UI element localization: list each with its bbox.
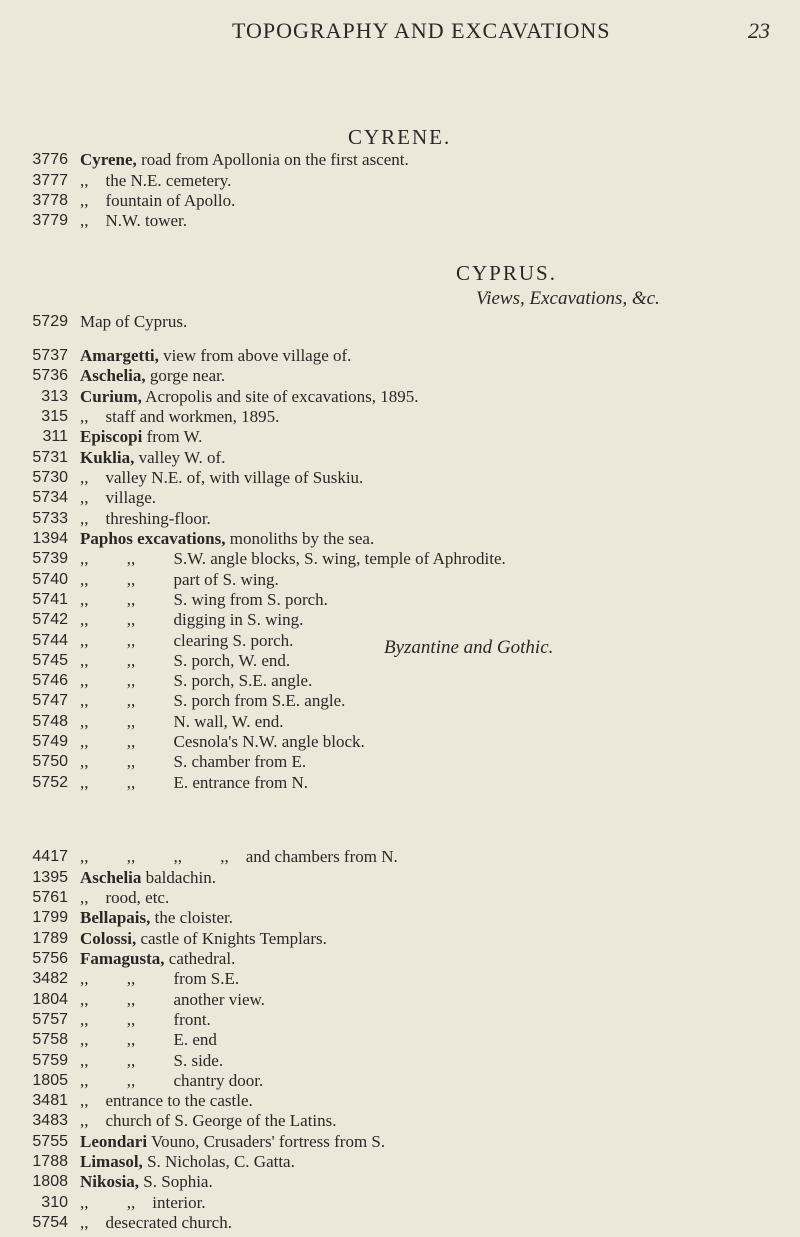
entry-description [80, 1111, 337, 1131]
entry-description [80, 651, 290, 671]
entry-description [80, 549, 506, 569]
entry-number: 3482 [32, 970, 68, 987]
entry-place: Leondari [80, 1132, 148, 1151]
entry-place: Cyrene, [80, 150, 137, 169]
entry-number: 4417 [32, 848, 68, 865]
entry-text: ,, ,, S.W. angle blocks, S. wing, temple of Aphrodite. [80, 549, 506, 568]
entry-text: ,, ,, from S.E. [80, 969, 240, 988]
entry-text: ,, rood, etc. [80, 888, 170, 907]
entry-description [80, 1132, 385, 1152]
entry-text: castle of Knights Templars. [136, 929, 327, 948]
entry-number: 3779 [32, 212, 68, 229]
entry-description [80, 448, 225, 468]
entry-description [80, 366, 225, 386]
entry-description [80, 691, 345, 711]
entry-text: ,, ,, S. porch, S.E. angle. [80, 671, 313, 690]
entry-number: 1808 [32, 1173, 68, 1190]
entry-text: ,, village. [80, 488, 157, 507]
subheading-views: Views, Excavations, &c. [476, 288, 660, 309]
entry-description [80, 868, 216, 888]
entry-description [80, 752, 306, 772]
entry-number: 5736 [32, 367, 68, 384]
entry-text: view from above village of. [158, 346, 352, 365]
entry-place: Nikosia, [80, 1172, 140, 1191]
entry-number: 3483 [32, 1112, 68, 1129]
entry-description [80, 211, 187, 231]
entry-place: Bellapais, [80, 908, 151, 927]
entry-number: 5757 [32, 1011, 68, 1028]
entry-text: ,, the N.E. cemetery. [80, 171, 232, 190]
entry-place: Paphos excavations, [80, 529, 226, 548]
entry-description [80, 191, 235, 211]
entry-text: ,, N.W. tower. [80, 211, 188, 230]
entry-description [80, 888, 169, 908]
entry-text: the cloister. [150, 908, 233, 927]
entry-description [80, 929, 327, 949]
entry-number: 3481 [32, 1092, 68, 1109]
entry-text: ,, ,, Cesnola's N.W. angle block. [80, 732, 365, 751]
entry-description [80, 1010, 211, 1030]
entry-text: ,, desecrated church. [80, 1213, 232, 1232]
entry-description [80, 1172, 213, 1192]
entry-description [80, 1071, 263, 1091]
entry-text: ,, ,, another view. [80, 990, 265, 1009]
entry-number: 1804 [32, 991, 68, 1008]
entry-place: Aschelia, [80, 366, 146, 385]
entry-number: 5755 [32, 1133, 68, 1150]
entry-description [80, 1213, 232, 1233]
entry-text: ,, ,, ,, ,, and chambers from N. [80, 847, 398, 866]
entry-text: ,, valley N.E. of, with village of Suskiu. [80, 468, 364, 487]
entry-text: Vouno, Crusaders' fortress from S. [147, 1132, 386, 1151]
entry-text: Acropolis and site of excavations, 1895. [141, 387, 419, 406]
entry-description [80, 732, 365, 752]
entry-number: 5744 [32, 632, 68, 649]
entry-number: 5750 [32, 753, 68, 770]
entry-description [80, 387, 419, 407]
entry-number: 5741 [32, 591, 68, 608]
entry-text: monoliths by the sea. [225, 529, 375, 548]
entry-description [80, 908, 233, 928]
subheading-byzantine: Byzantine and Gothic. [384, 637, 554, 658]
entry-text: gorge near. [145, 366, 226, 385]
entry-text: road from Apollonia on the first ascent. [136, 150, 409, 169]
entry-number: 313 [41, 388, 68, 405]
entry-number: 5739 [32, 550, 68, 567]
entry-description [80, 1193, 206, 1213]
entry-description [80, 949, 235, 969]
entry-text: Map of Cyprus. [80, 312, 188, 331]
entry-number: 1805 [32, 1072, 68, 1089]
entry-number: 5747 [32, 692, 68, 709]
entry-description [80, 1091, 253, 1111]
entry-description [80, 773, 308, 793]
entry-description [80, 346, 351, 366]
entry-description [80, 468, 363, 488]
entry-number: 310 [41, 1194, 68, 1211]
entry-number: 3776 [32, 151, 68, 168]
page-number: 23 [748, 18, 770, 43]
entry-text: ,, entrance to the castle. [80, 1091, 253, 1110]
entry-text: ,, ,, S. porch from S.E. angle. [80, 691, 346, 710]
entry-number: 5748 [32, 713, 68, 730]
entry-text: valley W. of. [134, 448, 226, 467]
entry-text: ,, ,, front. [80, 1010, 211, 1029]
section-heading-cyrene: CYRENE. [348, 125, 452, 149]
entry-place: Aschelia [80, 868, 142, 887]
entry-text: baldachin. [141, 868, 216, 887]
entry-place: Kuklia, [80, 448, 135, 467]
entry-number: 5731 [32, 449, 68, 466]
entry-number: 5749 [32, 733, 68, 750]
entry-number: 5754 [32, 1214, 68, 1231]
entry-text: ,, ,, E. entrance from N. [80, 773, 309, 792]
running-head: TOPOGRAPHY AND EXCAVATIONS [232, 18, 611, 43]
entry-text: ,, ,, interior. [80, 1193, 206, 1212]
entry-description [80, 969, 239, 989]
entry-number: 1789 [32, 930, 68, 947]
entry-number: 1788 [32, 1153, 68, 1170]
entry-description [80, 312, 187, 332]
entry-text: ,, threshing-floor. [80, 509, 211, 528]
entry-description [80, 171, 231, 191]
entry-text: cathedral. [164, 949, 236, 968]
entry-description [80, 610, 303, 630]
entry-description [80, 427, 202, 447]
entry-place: Amargetti, [80, 346, 159, 365]
entry-place: Colossi, [80, 929, 137, 948]
entry-text: S. Sophia. [139, 1172, 213, 1191]
entry-description [80, 570, 279, 590]
entry-description [80, 1030, 217, 1050]
entry-description [80, 529, 374, 549]
entry-number: 5729 [32, 313, 68, 330]
entry-text: S. Nicholas, C. Gatta. [142, 1152, 295, 1171]
entry-description [80, 847, 398, 867]
entry-description [80, 488, 156, 508]
entry-text: ,, ,, S. porch, W. end. [80, 651, 291, 670]
entry-place: Famagusta, [80, 949, 165, 968]
entry-description [80, 1152, 295, 1172]
entry-text: ,, fountain of Apollo. [80, 191, 236, 210]
entry-number: 5745 [32, 652, 68, 669]
entry-number: 5759 [32, 1052, 68, 1069]
entry-description [80, 990, 265, 1010]
entry-number: 5742 [32, 611, 68, 628]
entry-number: 5730 [32, 469, 68, 486]
entry-description [80, 712, 284, 732]
entry-number: 1394 [32, 530, 68, 547]
entry-text: ,, ,, S. side. [80, 1051, 224, 1070]
entry-number: 5737 [32, 347, 68, 364]
entry-place: Limasol, [80, 1152, 143, 1171]
entry-description [80, 590, 328, 610]
entry-text: ,, ,, S. wing from S. porch. [80, 590, 328, 609]
entry-number: 5740 [32, 571, 68, 588]
entry-number: 1799 [32, 909, 68, 926]
entry-description [80, 509, 211, 529]
entry-number: 5733 [32, 510, 68, 527]
entry-text: ,, ,, digging in S. wing. [80, 610, 304, 629]
entry-number: 5756 [32, 950, 68, 967]
entry-number: 3777 [32, 172, 68, 189]
entry-description [80, 671, 312, 691]
entry-place: Episcopi [80, 427, 143, 446]
entry-text: ,, staff and workmen, 1895. [80, 407, 280, 426]
entry-number: 1395 [32, 869, 68, 886]
entry-text: from W. [142, 427, 203, 446]
entry-text: ,, ,, chantry door. [80, 1071, 264, 1090]
entry-text: ,, ,, part of S. wing. [80, 570, 279, 589]
entry-text: ,, church of S. George of the Latins. [80, 1111, 337, 1130]
entry-number: 3778 [32, 192, 68, 209]
entry-number: 5758 [32, 1031, 68, 1048]
entry-number: 315 [41, 408, 68, 425]
entry-text: ,, ,, N. wall, W. end. [80, 712, 284, 731]
entry-text: ,, ,, clearing S. porch. [80, 631, 294, 650]
entry-number: 5752 [32, 774, 68, 791]
entry-place: Curium, [80, 387, 142, 406]
entry-text: ,, ,, E. end [80, 1030, 217, 1049]
entry-number: 5761 [32, 889, 68, 906]
entry-number: 5734 [32, 489, 68, 506]
entry-description [80, 1051, 223, 1071]
entry-number: 311 [42, 428, 68, 445]
entry-description [80, 407, 279, 427]
entry-text: ,, ,, S. chamber from E. [80, 752, 307, 771]
entry-description [80, 150, 409, 170]
section-heading-cyprus: CYPRUS. [456, 261, 557, 285]
entry-description [80, 631, 293, 651]
entry-number: 5746 [32, 672, 68, 689]
